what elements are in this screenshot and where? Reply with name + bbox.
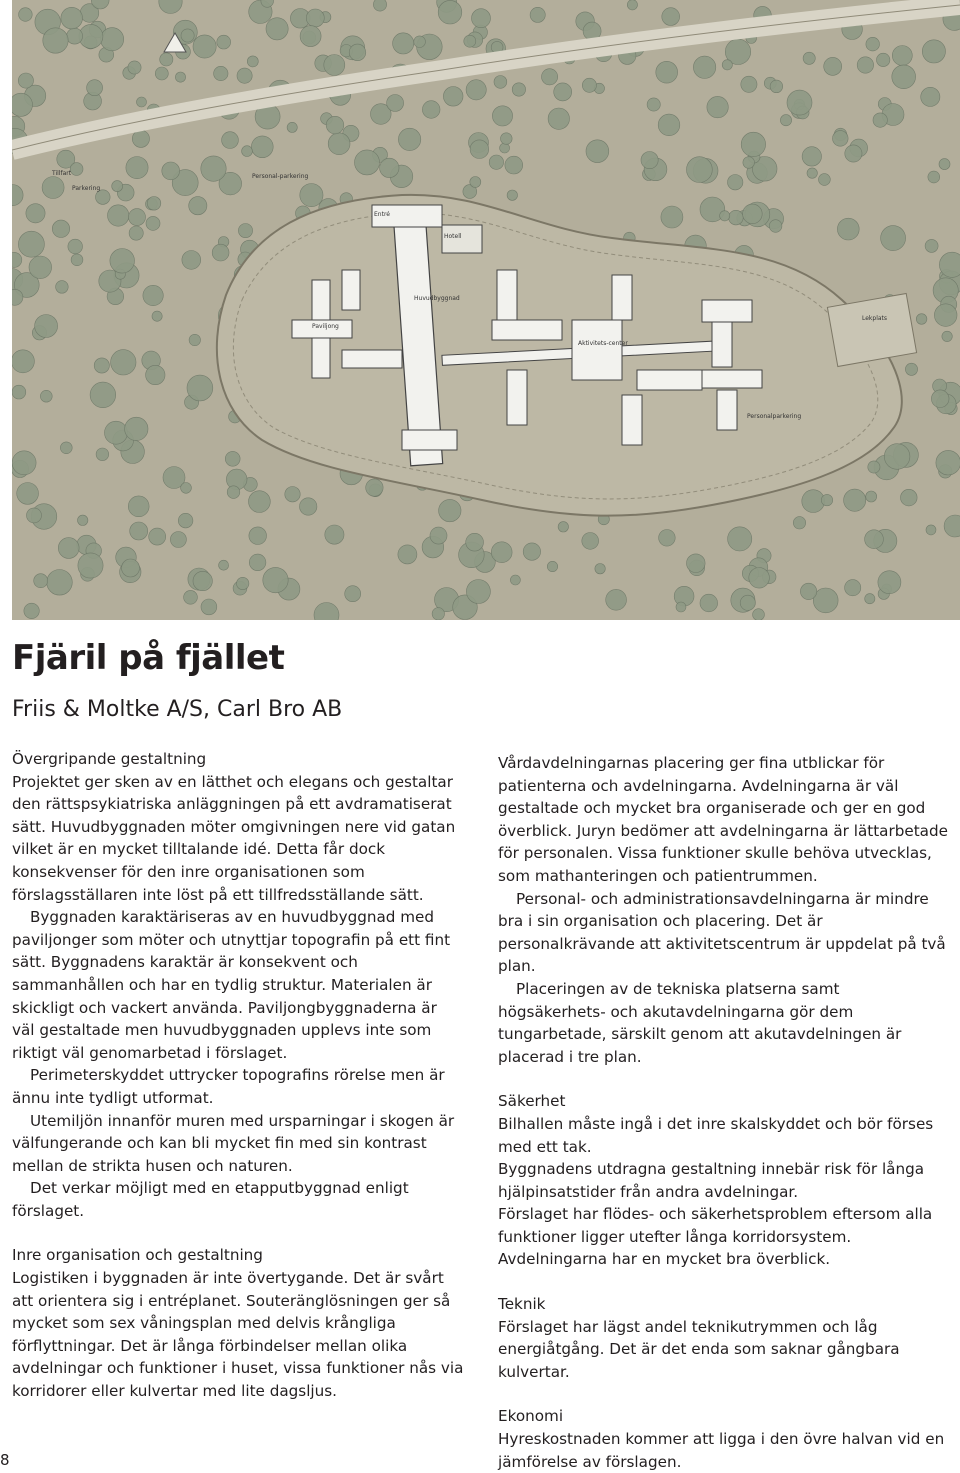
tree-icon	[300, 184, 323, 207]
tree-icon	[35, 315, 58, 338]
paragraph: Förslaget har lägst andel teknikutrymmen och låg energiåtgång. Det är det enda som saknar gångbara kulvertar.	[498, 1317, 900, 1381]
tree-icon	[928, 171, 940, 183]
tree-icon	[740, 595, 755, 610]
tree-icon	[70, 163, 83, 176]
tree-icon	[325, 525, 344, 544]
tree-icon	[201, 599, 217, 615]
tree-icon	[439, 499, 461, 521]
tree-icon	[326, 116, 344, 134]
site-plan-image	[12, 0, 960, 620]
plan-label: Hotell	[444, 233, 462, 240]
tree-icon	[189, 197, 207, 215]
tree-icon	[19, 8, 33, 22]
tree-icon	[108, 205, 129, 226]
tree-icon	[868, 461, 880, 473]
plan-label: Huvudbyggnad	[414, 295, 460, 302]
tree-icon	[693, 56, 715, 78]
tree-icon	[491, 542, 512, 563]
tree-icon	[146, 365, 165, 384]
tree-icon	[414, 36, 426, 48]
tree-icon	[27, 508, 42, 523]
tree-icon	[749, 568, 770, 589]
tree-icon	[466, 533, 484, 551]
tree-icon	[857, 57, 873, 73]
tree-icon	[175, 72, 185, 82]
tree-icon	[866, 491, 877, 502]
tree-icon	[470, 140, 489, 159]
tree-icon	[878, 571, 901, 594]
tree-icon	[146, 216, 160, 230]
tree-icon	[934, 304, 957, 327]
tree-icon	[105, 421, 128, 444]
tree-icon	[922, 40, 945, 63]
tree-icon	[595, 564, 605, 574]
tree-icon	[249, 527, 267, 545]
tree-icon	[656, 61, 678, 83]
tree-icon	[222, 132, 239, 149]
tree-icon	[800, 583, 816, 599]
tree-icon	[40, 390, 52, 402]
tree-icon	[466, 580, 490, 604]
tree-icon	[398, 545, 417, 564]
tree-icon	[884, 444, 910, 470]
tree-icon	[512, 83, 525, 96]
tree-icon	[78, 553, 103, 578]
tree-icon	[214, 66, 228, 80]
plan-label: Entré	[374, 211, 390, 218]
tree-icon	[249, 491, 271, 513]
plan-label: Aktivitets-center	[578, 340, 628, 347]
tree-icon	[263, 567, 288, 592]
tree-icon	[807, 168, 817, 178]
tree-icon	[582, 78, 596, 92]
left-column	[12, 748, 464, 1403]
tree-icon	[237, 68, 252, 83]
tree-icon	[501, 133, 513, 145]
tree-icon	[67, 28, 83, 44]
tree-icon	[193, 35, 216, 58]
paragraph: Logistiken i byggnaden är inte övertygande. Det är svårt att orientera sig i entréplanet. Souteränglösningen ger så mycket som sex våningsplan med delvis krångliga förflyttningar. Det är långa förbindelser mellan olika avdelningar och funktioner i huset, vissa funktioner nås via korridorer eller kulvertar med lite dagsljus.	[12, 1269, 464, 1401]
tree-icon	[287, 122, 297, 132]
heading-overgripande: Övergripande gestaltning	[12, 750, 207, 768]
tree-icon	[464, 35, 476, 47]
tree-icon	[662, 8, 680, 26]
tree-icon	[306, 9, 324, 27]
tree-icon	[939, 159, 950, 170]
tree-icon	[793, 517, 805, 529]
tree-icon	[26, 204, 45, 223]
paragraph: Byggnaden karaktäriseras av en huvudbyggnad med paviljonger som möter och utnyttjar topografin på ett fint sätt. Byggnadens karaktär är konsekvent och sammanhållen och har en tydlig struktur. Materialen är skickligt och vackert använda. Paviljongbyggnaderna är väl gestaltade men huvudbyggnaden upplevs inte som riktigt väl genomarbetad i förslaget.	[12, 908, 451, 1062]
tree-icon	[548, 108, 569, 129]
paragraph: Hyreskostnaden kommer att ligga i den övre halvan vid en jämförelse av förslagen.	[498, 1430, 945, 1471]
tree-icon	[128, 61, 141, 74]
tree-icon	[892, 46, 912, 66]
tree-icon	[181, 483, 192, 494]
tree-icon	[505, 156, 523, 174]
tree-icon	[492, 106, 512, 126]
tree-icon	[641, 152, 658, 169]
plan-label: Parkering	[72, 185, 101, 192]
tree-icon	[658, 114, 680, 136]
tree-icon	[29, 256, 52, 279]
tree-icon	[285, 487, 300, 502]
tree-icon	[729, 210, 744, 225]
tree-icon	[328, 133, 350, 155]
tree-icon	[162, 162, 180, 180]
tree-icon	[728, 175, 743, 190]
tree-icon	[926, 525, 936, 535]
tree-icon	[931, 390, 949, 408]
tree-icon	[227, 486, 240, 499]
tree-icon	[349, 44, 366, 61]
tree-icon	[212, 244, 229, 261]
tree-icon	[132, 130, 149, 147]
tree-icon	[586, 140, 609, 163]
paragraph: Utemiljön innanför muren med ursparningar i skogen är välfungerande och kan bli mycket fin med sin kontrast mellan de strikta husen och naturen.	[12, 1111, 455, 1175]
tree-icon	[438, 0, 462, 24]
tree-icon	[12, 451, 36, 475]
heading-ekonomi: Ekonomi	[498, 1407, 564, 1426]
tree-icon	[821, 494, 832, 505]
tree-icon	[178, 513, 193, 528]
tree-icon	[833, 131, 849, 147]
tree-icon	[398, 128, 420, 150]
tree-icon	[866, 37, 880, 51]
tree-icon	[147, 197, 161, 211]
tree-icon	[470, 177, 481, 188]
tree-icon	[743, 157, 755, 169]
tree-icon	[71, 254, 83, 266]
heading-teknik: Teknik	[498, 1295, 546, 1314]
article-subtitle: Friis & Moltke A/S, Carl Bro AB	[12, 697, 343, 722]
tree-icon	[523, 543, 540, 560]
tree-icon	[720, 211, 730, 221]
tree-icon	[152, 311, 162, 321]
paragraph: Förslaget har flödes- och säkerhetsproblem eftersom alla funktioner ligger utefter långa korridorsystem.	[498, 1205, 933, 1246]
tree-icon	[780, 115, 791, 126]
tree-icon	[687, 554, 706, 573]
tree-icon	[728, 527, 752, 551]
tree-icon	[129, 226, 143, 240]
tree-icon	[741, 76, 757, 92]
plan-label: Personal-parkering	[252, 173, 309, 180]
tree-icon	[12, 350, 34, 373]
tree-icon	[112, 181, 123, 192]
tree-icon	[126, 157, 148, 179]
tree-icon	[877, 53, 890, 66]
tree-icon	[125, 417, 148, 440]
tree-icon	[128, 496, 149, 517]
tree-icon	[845, 580, 861, 596]
tree-icon	[393, 33, 414, 54]
right-column	[498, 752, 950, 1473]
tree-icon	[892, 65, 916, 89]
tree-icon	[110, 248, 135, 273]
tree-icon	[52, 220, 69, 237]
tree-icon	[217, 35, 231, 49]
tree-icon	[916, 314, 927, 325]
tree-icon	[251, 136, 273, 158]
tree-icon	[266, 18, 288, 40]
tree-icon	[129, 209, 146, 226]
tree-icon	[542, 69, 558, 85]
tree-icon	[510, 575, 520, 585]
tree-icon	[184, 590, 198, 604]
paragraph: Avdelningarna har en mycket bra överblick.	[498, 1250, 831, 1269]
tree-icon	[17, 483, 39, 505]
tree-icon	[554, 83, 572, 101]
tree-icon	[96, 448, 109, 461]
tree-icon	[345, 586, 361, 602]
tree-icon	[494, 76, 507, 89]
tree-icon	[201, 156, 226, 181]
tree-icon	[238, 224, 252, 238]
tree-icon	[380, 158, 399, 177]
tree-icon	[122, 559, 140, 577]
tree-icon	[225, 451, 240, 466]
tree-icon	[237, 577, 249, 589]
tree-icon	[189, 334, 200, 345]
tree-icon	[582, 533, 599, 550]
tree-icon	[472, 9, 491, 28]
tree-icon	[137, 97, 147, 107]
tree-icon	[819, 174, 831, 186]
tree-icon	[743, 204, 763, 224]
article-title: Fjäril på fjället	[12, 638, 285, 678]
tree-icon	[155, 67, 168, 80]
tree-icon	[824, 57, 842, 75]
tree-icon	[606, 589, 627, 610]
tree-icon	[78, 515, 88, 525]
tree-icon	[143, 285, 163, 305]
page-number: 8	[0, 1451, 10, 1469]
tree-icon	[659, 530, 676, 547]
tree-icon	[247, 56, 258, 67]
tree-icon	[24, 603, 39, 618]
tree-icon	[676, 602, 686, 612]
tree-icon	[130, 522, 148, 540]
tree-icon	[94, 358, 109, 373]
tree-icon	[432, 608, 444, 620]
paragraph: Byggnadens utdragna gestaltning innebär risk för långa hjälpinsatstider från andra avdelningar.	[498, 1160, 925, 1201]
tree-icon	[905, 363, 917, 375]
tree-icon	[741, 132, 765, 156]
paragraph: Personal- och administrationsavdelningarna är mindre bra i sin organisation och placering. Det är personalkrävande att aktivitetscentrum är uppdelat på två plan.	[498, 889, 946, 976]
tree-icon	[422, 101, 440, 119]
tree-icon	[18, 73, 33, 88]
tree-icon	[60, 442, 72, 454]
tree-icon	[187, 375, 213, 401]
tree-icon	[787, 90, 812, 115]
plan-label: Lekplats	[862, 315, 888, 322]
tree-icon	[700, 594, 718, 612]
paragraph: Det verkar möjligt med en etapputbyggnad enligt förslaget.	[12, 1179, 409, 1220]
plan-label: Paviljong	[312, 323, 339, 330]
tree-icon	[803, 52, 815, 64]
tree-icon	[530, 7, 545, 22]
tree-icon	[921, 87, 940, 106]
paragraph: Bilhallen måste ingå i det inre skalskyddet och bör förses med ett tak.	[498, 1114, 934, 1156]
tree-icon	[443, 87, 463, 107]
paragraph: Placeringen av de tekniska platserna samt högsäkerhets- och akutavdelningarna gör dem tungarbetade, särskilt genom att akutavdelningen är placerad i tre plan.	[498, 979, 902, 1066]
plan-label: Tillfart	[52, 170, 72, 177]
tree-icon	[43, 28, 68, 53]
tree-icon	[12, 93, 33, 116]
tree-icon	[770, 80, 783, 93]
tree-icon	[627, 0, 637, 10]
tree-icon	[837, 218, 859, 240]
tree-icon	[802, 147, 821, 166]
tree-icon	[149, 528, 166, 545]
tree-icon	[753, 609, 765, 620]
tree-icon	[355, 150, 380, 175]
tree-icon	[42, 177, 64, 199]
tree-icon	[242, 146, 253, 157]
tree-icon	[193, 571, 212, 590]
paragraph: Projektet ger sken av en lätthet och elegans och gestaltar den rättspsykiatriska anläggningen på ett avdramatiserat sätt. Huvudbyggnaden möter omgivningen nere vid gatan vilket är en mycket tilltalande idé. Detta får dock konsekvenser för den inre organisationen som förslagsställaren inte löst på ett tillfredsställande sätt.	[12, 772, 456, 904]
paragraph: Vårdavdelningarnas placering ger fina utblickar för patienterna och avdelningarna. Avdelningarna är väl gestaltade och mycket bra organiserade och ger en god överblick. Juryn bedömer att avdelningarna är lättarbetade för personalen. Vissa funktioner skulle behöva utvecklas, som mathanteringen och patientrummen.	[498, 754, 948, 885]
tree-icon	[942, 331, 952, 341]
tree-icon	[18, 231, 44, 257]
tree-icon	[707, 96, 728, 117]
tree-icon	[56, 281, 69, 294]
heading-inre-organisation: Inre organisation och gestaltning	[12, 1246, 263, 1265]
paragraph: Perimeterskyddet uttrycker topografins rörelse men är ännu inte tydligt utformat.	[12, 1066, 445, 1107]
tree-icon	[865, 594, 875, 604]
tree-icon	[844, 489, 866, 511]
tree-icon	[547, 561, 557, 571]
tree-icon	[111, 350, 136, 375]
tree-icon	[661, 206, 683, 228]
tree-icon	[160, 53, 173, 66]
tree-icon	[58, 538, 79, 559]
tree-icon	[687, 157, 713, 183]
tree-icon	[845, 145, 862, 162]
tree-icon	[489, 155, 503, 169]
tree-icon	[558, 522, 568, 532]
tree-icon	[387, 95, 404, 112]
tree-icon	[647, 98, 660, 111]
tree-icon	[366, 479, 383, 496]
tree-icon	[47, 570, 73, 596]
tree-icon	[324, 55, 345, 76]
plan-label: Personalparkering	[747, 413, 802, 420]
tree-icon	[881, 226, 906, 251]
tree-icon	[61, 7, 83, 29]
tree-icon	[68, 239, 83, 254]
tree-icon	[873, 113, 887, 127]
tree-icon	[12, 385, 26, 399]
tree-icon	[219, 560, 229, 570]
tree-icon	[300, 498, 317, 515]
tree-icon	[901, 489, 918, 506]
tree-icon	[430, 527, 447, 544]
tree-icon	[769, 220, 782, 233]
tree-icon	[34, 574, 48, 588]
tree-icon	[182, 251, 201, 270]
tree-icon	[87, 80, 103, 96]
tree-icon	[722, 60, 732, 70]
tree-icon	[249, 554, 266, 571]
tree-icon	[925, 239, 938, 252]
tree-icon	[507, 190, 517, 200]
heading-sakerhet: Säkerhet	[498, 1092, 566, 1111]
tree-icon	[466, 80, 486, 100]
tree-icon	[865, 530, 884, 549]
tree-icon	[181, 29, 194, 42]
tree-icon	[90, 382, 116, 408]
tree-icon	[373, 0, 386, 11]
tree-icon	[500, 143, 510, 153]
tree-icon	[170, 532, 186, 548]
tree-icon	[936, 450, 960, 475]
tree-icon	[101, 28, 124, 51]
tree-icon	[300, 26, 321, 47]
